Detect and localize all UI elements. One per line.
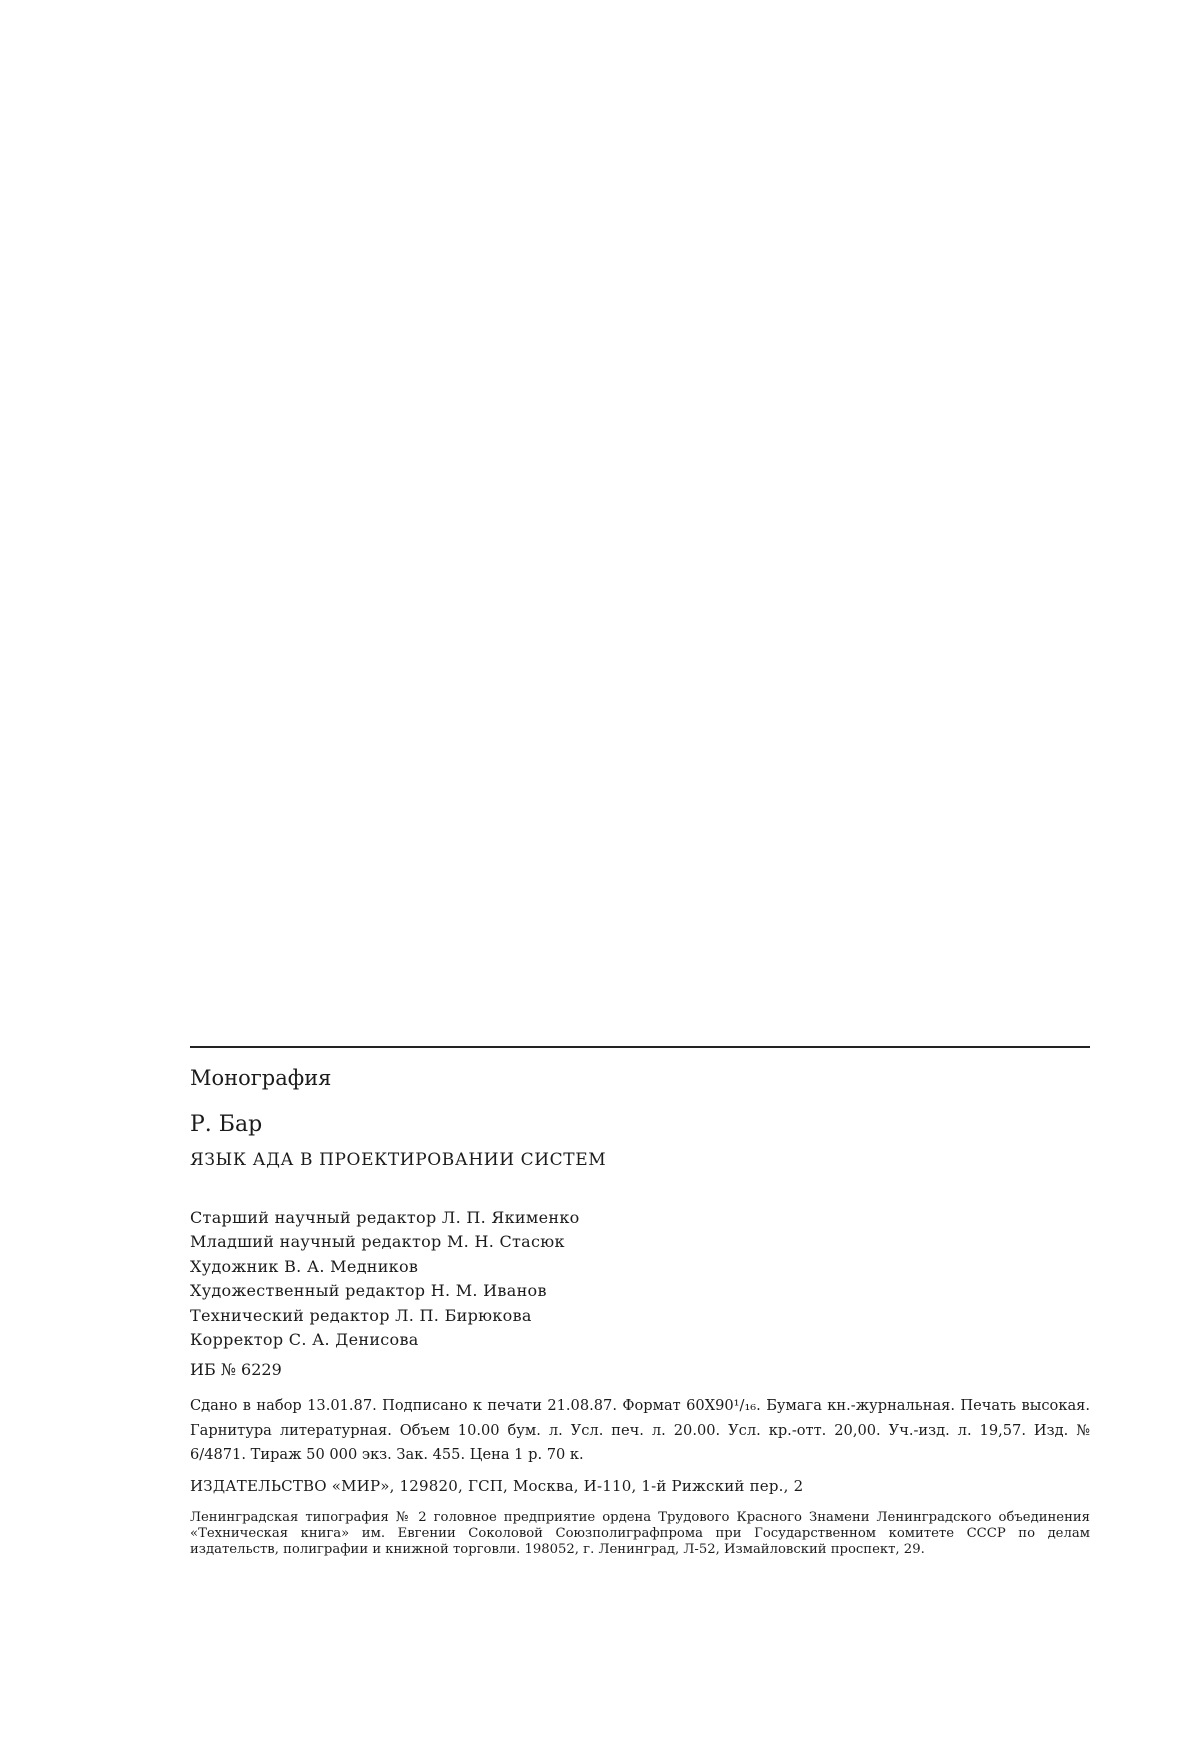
staff-technical-editor: Технический редактор Л. П. Бирюкова: [190, 1305, 532, 1325]
print-details: Сдано в набор 13.01.87. Подписано к печати 21.08.87. Формат 60X90¹/₁₆. Бумага кн.-журнальная. Печать высокая. Гарнитура литературная. Объем 10.00 бум. л. Усл. печ. л. 20.00. Усл. кр.-отт. 20,00. Уч.-изд. л. 19,57. Изд. № 6/4871. Тираж 50 000 экз. Зак. 455. Цена 1 р. 70 к.: [190, 1397, 1090, 1464]
staff-junior-editor: Младший научный редактор М. Н. Стасюк: [190, 1232, 565, 1252]
ib-number: ИБ № 6229: [190, 1360, 282, 1380]
book-title: ЯЗЫК АДА В ПРОЕКТИРОВАНИИ СИСТЕМ: [190, 1150, 607, 1170]
staff-art-editor: Художественный редактор Н. М. Иванов: [190, 1281, 547, 1301]
staff-proofreader: Корректор С. А. Денисова: [190, 1330, 419, 1350]
colophon: [190, 1046, 1090, 1558]
staff-senior-editor: Старший научный редактор Л. П. Якименко: [190, 1208, 580, 1227]
printer-info: Ленинградская типография № 2 головное предприятие ордена Трудового Красного Знамени Ленинградского объединения «Техническая книга» им. Евгении Соколовой Союзполиграфпрома при Государственном комитете СССР по делам издательств, полиграфии и книжной торговли. 198052, г. Ленинград, Л-52, Измайловский проспект, 29.: [190, 1509, 1090, 1557]
author-name: Р. Бар: [190, 1112, 263, 1137]
top-rule: [190, 1046, 1090, 1048]
genre-label: Монография: [190, 1066, 332, 1090]
editorial-staff-list: [190, 1206, 1090, 1352]
staff-artist: Художник В. А. Медников: [190, 1256, 419, 1276]
publisher-address: ИЗДАТЕЛЬСТВО «МИР», 129820, ГСП, Москва, И-110, 1-й Рижский пер., 2: [190, 1476, 804, 1495]
